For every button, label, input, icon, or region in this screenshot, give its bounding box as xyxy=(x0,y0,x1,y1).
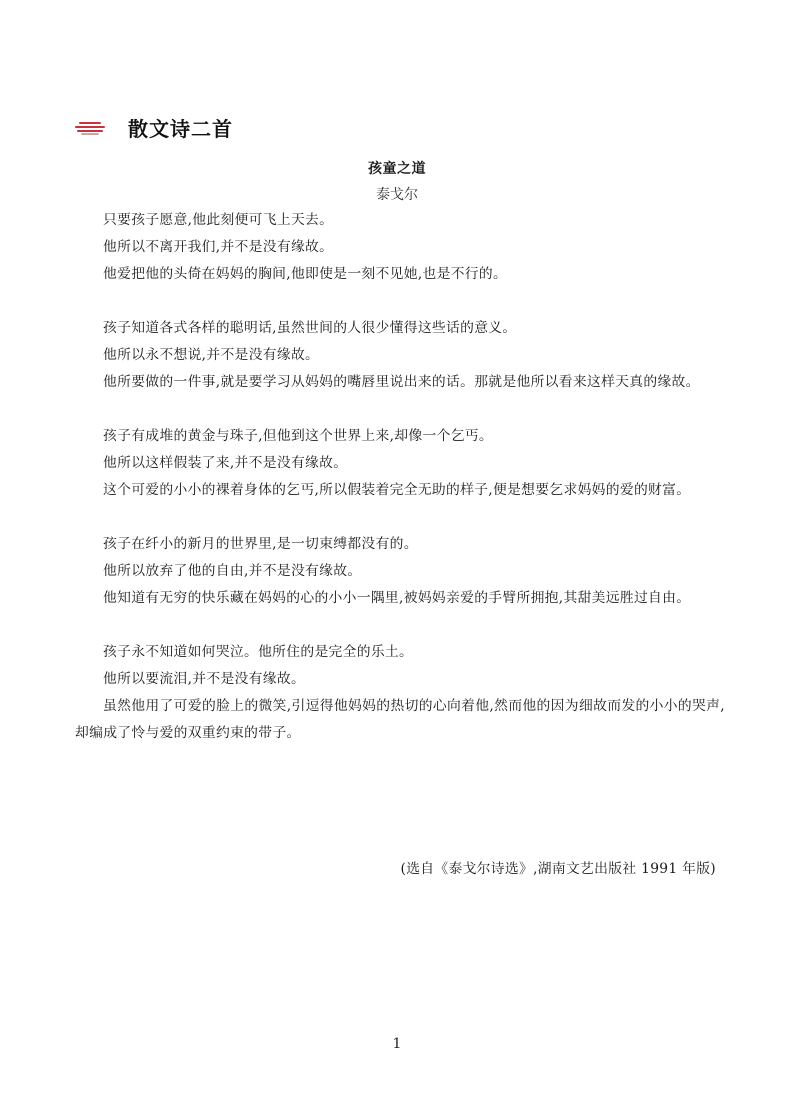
stanza xyxy=(75,423,725,504)
poem-line: 他所以要流泪,并不是没有缘故。 xyxy=(103,671,306,687)
poem-body xyxy=(75,207,725,774)
poem-author: 泰戈尔 xyxy=(376,187,418,203)
poem-line: 只要孩子愿意,他此刻便可飞上天去。 xyxy=(103,212,334,228)
section-header xyxy=(75,113,233,142)
poem-line: 他所以这样假装了来,并不是没有缘故。 xyxy=(103,455,348,471)
poem-line: 他所以不离开我们,并不是没有缘故。 xyxy=(103,239,334,255)
page-number: 1 xyxy=(392,1036,402,1052)
stanza xyxy=(75,639,725,747)
source-citation: (选自《泰戈尔诗选》,湖南文艺出版社 1991 年版) xyxy=(400,861,716,877)
poem-line: 他所以永不想说,并不是没有缘故。 xyxy=(103,347,320,363)
poem-title: 孩童之道 xyxy=(368,161,426,177)
stanza xyxy=(75,207,725,288)
poem-line: 孩子永不知道如何哭泣。他所住的是完全的乐土。 xyxy=(103,644,414,660)
section-title: 散文诗二首 xyxy=(128,117,233,141)
poem-line: 这个可爱的小小的裸着身体的乞丐,所以假装着完全无助的样子,便是想要乞求妈妈的爱的财富。 xyxy=(103,482,691,498)
poem-line: 他知道有无穷的快乐藏在妈妈的心的小小一隅里,被妈妈亲爱的手臂所拥抱,其甜美远胜过自由。 xyxy=(103,590,691,606)
poem-line: 孩子在纤小的新月的世界里,是一切束缚都没有的。 xyxy=(103,536,418,552)
stanza xyxy=(75,315,725,396)
poem-line: 虽然他用了可爱的脸上的微笑,引逗得他妈妈的热切的心向着他,然而他的因为细故而发的小小的哭声,却编成了怜与爱的双重约束的带子。 xyxy=(75,698,725,741)
poem-line: 他爱把他的头倚在妈妈的胸间,他即使是一刻不见她,也是不行的。 xyxy=(103,266,508,282)
poem-line: 他所要做的一件事,就是要学习从妈妈的嘴唇里说出来的话。那就是他所以看来这样天真的缘故。 xyxy=(103,374,700,390)
poem-line: 孩子知道各式各样的聪明话,虽然世间的人很少懂得这些话的意义。 xyxy=(103,320,517,336)
stanza xyxy=(75,531,725,612)
stacked-lines-icon xyxy=(75,121,105,135)
poem-line: 他所以放弃了他的自由,并不是没有缘故。 xyxy=(103,563,362,579)
poem-line: 孩子有成堆的黄金与珠子,但他到这个世界上来,却像一个乞丐。 xyxy=(103,428,493,444)
